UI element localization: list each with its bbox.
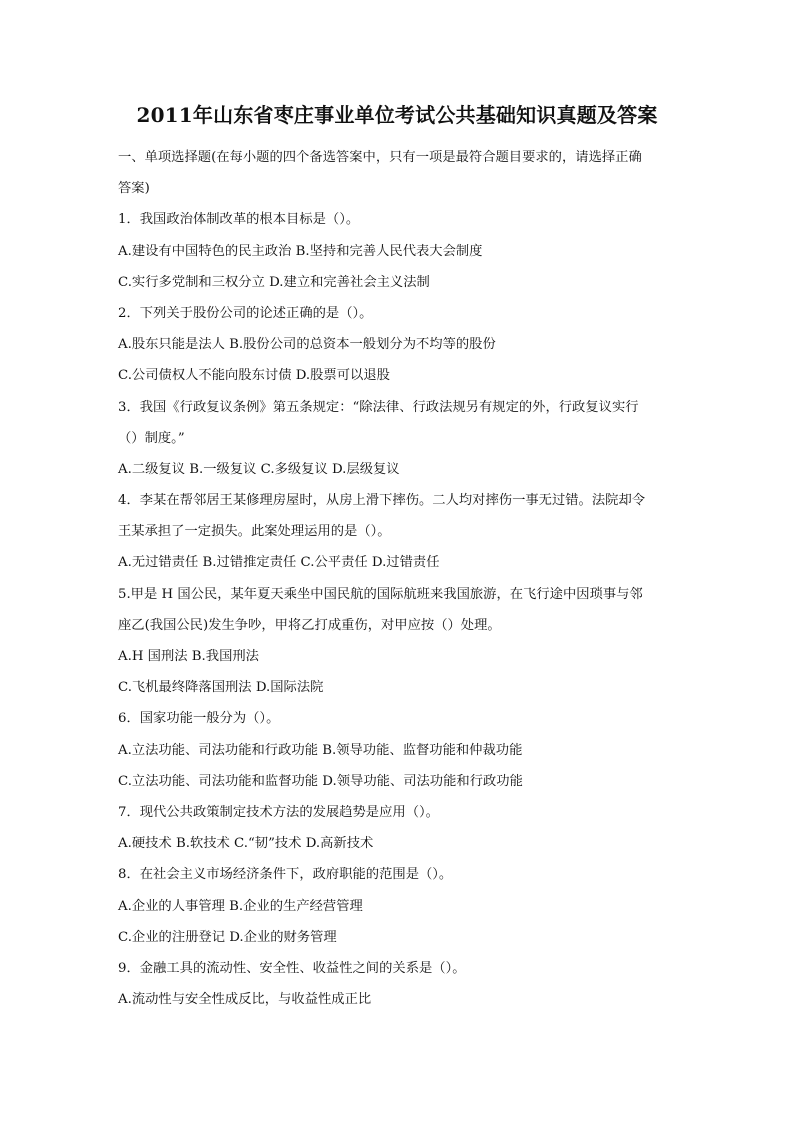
document-body <box>118 142 678 1015</box>
text-line: 王某承担了一定损失。此案处理运用的是（）。 <box>118 524 391 540</box>
text-line: A.硬技术 B.软技术 C.“韧”技术 D.高新技术 <box>118 836 374 852</box>
text-line: A.建设有中国特色的民主政治 B.坚持和完善人民代表大会制度 <box>118 243 483 259</box>
text-line: C.飞机最终降落国刑法 D.国际法院 <box>118 680 324 696</box>
text-line: 3．我国《行政复议条例》第五条规定：“除法律、行政法规另有规定的外，行政复议实行 <box>118 399 639 415</box>
text-line: C.立法功能、司法功能和监督功能 D.领导功能、司法功能和行政功能 <box>118 773 523 789</box>
text-line: C.企业的注册登记 D.企业的财务管理 <box>118 929 337 945</box>
text-line: A.立法功能、司法功能和行政功能 B.领导功能、监督功能和仲裁功能 <box>118 742 523 758</box>
text-line: 9．金融工具的流动性、安全性、收益性之间的关系是（）。 <box>118 960 466 976</box>
text-line: （）制度。” <box>118 430 185 446</box>
text-line: C.公司债权人不能向股东讨债 D.股票可以退股 <box>118 368 390 384</box>
text-line: 6．国家功能一般分为（）。 <box>118 711 280 727</box>
text-line: A.H 国刑法 B.我国刑法 <box>118 649 259 664</box>
text-line: 1．我国政治体制改革的根本目标是（）。 <box>118 212 360 228</box>
text-line: A.无过错责任 B.过错推定责任 C.公平责任 D.过错责任 <box>118 555 440 571</box>
text-line: 8．在社会主义市场经济条件下，政府职能的范围是（）。 <box>118 867 453 883</box>
text-line: 一、单项选择题(在每小题的四个备选答案中，只有一项是最符合题目要求的，请选择正确 <box>118 150 642 165</box>
text-line: 5.甲是 H 国公民，某年夏天乘坐中国民航的国际航班来我国旅游，在飞行途中因琐事与邻 <box>118 586 643 602</box>
text-line: 7．现代公共政策制定技术方法的发展趋势是应用（）。 <box>118 804 439 820</box>
text-line: A.企业的人事管理 B.企业的生产经营管理 <box>118 898 363 914</box>
text-line: 座乙(我国公民)发生争吵，甲将乙打成重伤，对甲应按（）处理。 <box>118 617 501 633</box>
text-line: A.二级复议 B.一级复议 C.多级复议 D.层级复议 <box>118 461 400 477</box>
text-line: 4．李某在帮邻居王某修理房屋时，从房上滑下摔伤。二人均对摔伤一事无过错。法院却令 <box>118 493 646 509</box>
text-line: 答案) <box>118 181 150 197</box>
text-line: A.流动性与安全性成反比，与收益性成正比 <box>118 992 372 1008</box>
text-line: 2．下列关于股份公司的论述正确的是（）。 <box>118 305 373 321</box>
document-title: 2011年山东省枣庄事业单位考试公共基础知识真题及答案 <box>136 103 658 127</box>
text-line: A.股东只能是法人 B.股份公司的总资本一般划分为不均等的股份 <box>118 337 496 353</box>
text-line: C.实行多党制和三权分立 D.建立和完善社会主义法制 <box>118 274 430 290</box>
